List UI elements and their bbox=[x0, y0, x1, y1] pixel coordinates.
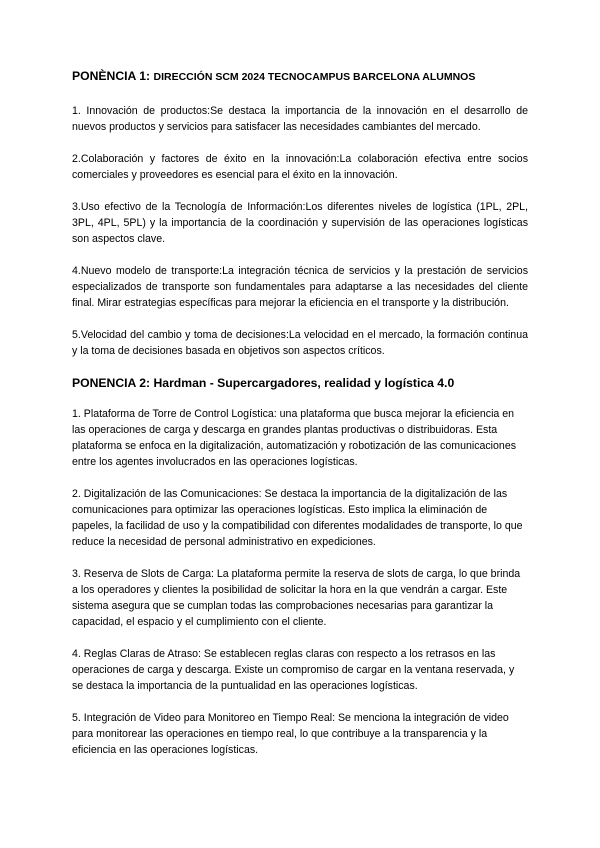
section1-heading-lead: PONÈNCIA 1: bbox=[72, 69, 151, 83]
section1-item-3: 3.Uso efectivo de la Tecnología de Información:Los diferentes niveles de logística (1PL, 2PL, 3PL, 4PL, 5PL) y la importancia de la coordinación y supervisión de las operaciones logísticas son aspectos clave. bbox=[72, 201, 528, 245]
section1-item-1: 1. Innovación de productos:Se destaca la importancia de la innovación en el desarrollo de nuevos productos y servicios para satisfacer las necesidades cambiantes del mercado. bbox=[72, 105, 528, 133]
section2-heading: PONENCIA 2: Hardman - Supercargadores, realidad y logística 4.0 bbox=[72, 376, 455, 390]
section1-item-4: 4.Nuevo modelo de transporte:La integración técnica de servicios y la prestación de servicios especializados de transporte son fundamentales para adaptarse a las necesidades del cliente final. Mirar estrategias específicas para mejorar la eficiencia en el transporte y la distribución. bbox=[72, 265, 528, 309]
section1-heading bbox=[72, 68, 528, 85]
section1-item-5: 5.Velocidad del cambio y toma de decisiones:La velocidad en el mercado, la formación continua y la toma de decisiones basada en objetivos son aspectos críticos. bbox=[72, 329, 528, 357]
section2-item-3: 3. Reserva de Slots de Carga: La plataforma permite la reserva de slots de carga, lo que brinda a los operadores y clientes la posibilidad de solicitar la hora en la que vendrán a cargar. Este sistema asegura que se cumplan todas las comprobaciones necesarias para garantizar la capacidad, el espacio y el cumplimiento con el cliente. bbox=[72, 568, 521, 628]
section1-item-2: 2.Colaboración y factores de éxito en la innovación:La colaboración efectiva entre socios comerciales y proveedores es esencial para el éxito en la innovación. bbox=[72, 153, 528, 181]
section1-heading-rest: DIRECCIÓN SCM 2024 TECNOCAMPUS BARCELONA ALUMNOS bbox=[153, 71, 476, 83]
section2-item-1: 1. Plataforma de Torre de Control Logística: una plataforma que busca mejorar la eficiencia en las operaciones de carga y descarga en grandes plantas productivas o distribuidoras. Esta plataforma se enfoca en la digitalización, automatización y robotización de las comunicaciones entre los agentes involucrados en las operaciones logísticas. bbox=[72, 408, 517, 468]
section2-item-4: 4. Reglas Claras de Atraso: Se establecen reglas claras con respecto a los retrasos en las operaciones de carga y descarga. Existe un compromiso de cargar en la ventana reservada, y se destaca la importancia de la puntualidad en las operaciones logísticas. bbox=[72, 648, 515, 692]
section2-item-2: 2. Digitalización de las Comunicaciones: Se destaca la importancia de la digitalización de las comunicaciones para optimizar las operaciones logísticas. Esto implica la eliminación de papeles, la facilidad de uso y la compatibilidad con diferentes modalidades de transporte, lo que reduce la necesidad de personal administrativo en expediciones. bbox=[72, 488, 523, 548]
section2-item-5: 5. Integración de Video para Monitoreo en Tiempo Real: Se menciona la integración de video para monitorear las operaciones en tiempo real, lo que contribuye a la transparencia y la eficiencia en las operaciones logísticas. bbox=[72, 712, 509, 756]
